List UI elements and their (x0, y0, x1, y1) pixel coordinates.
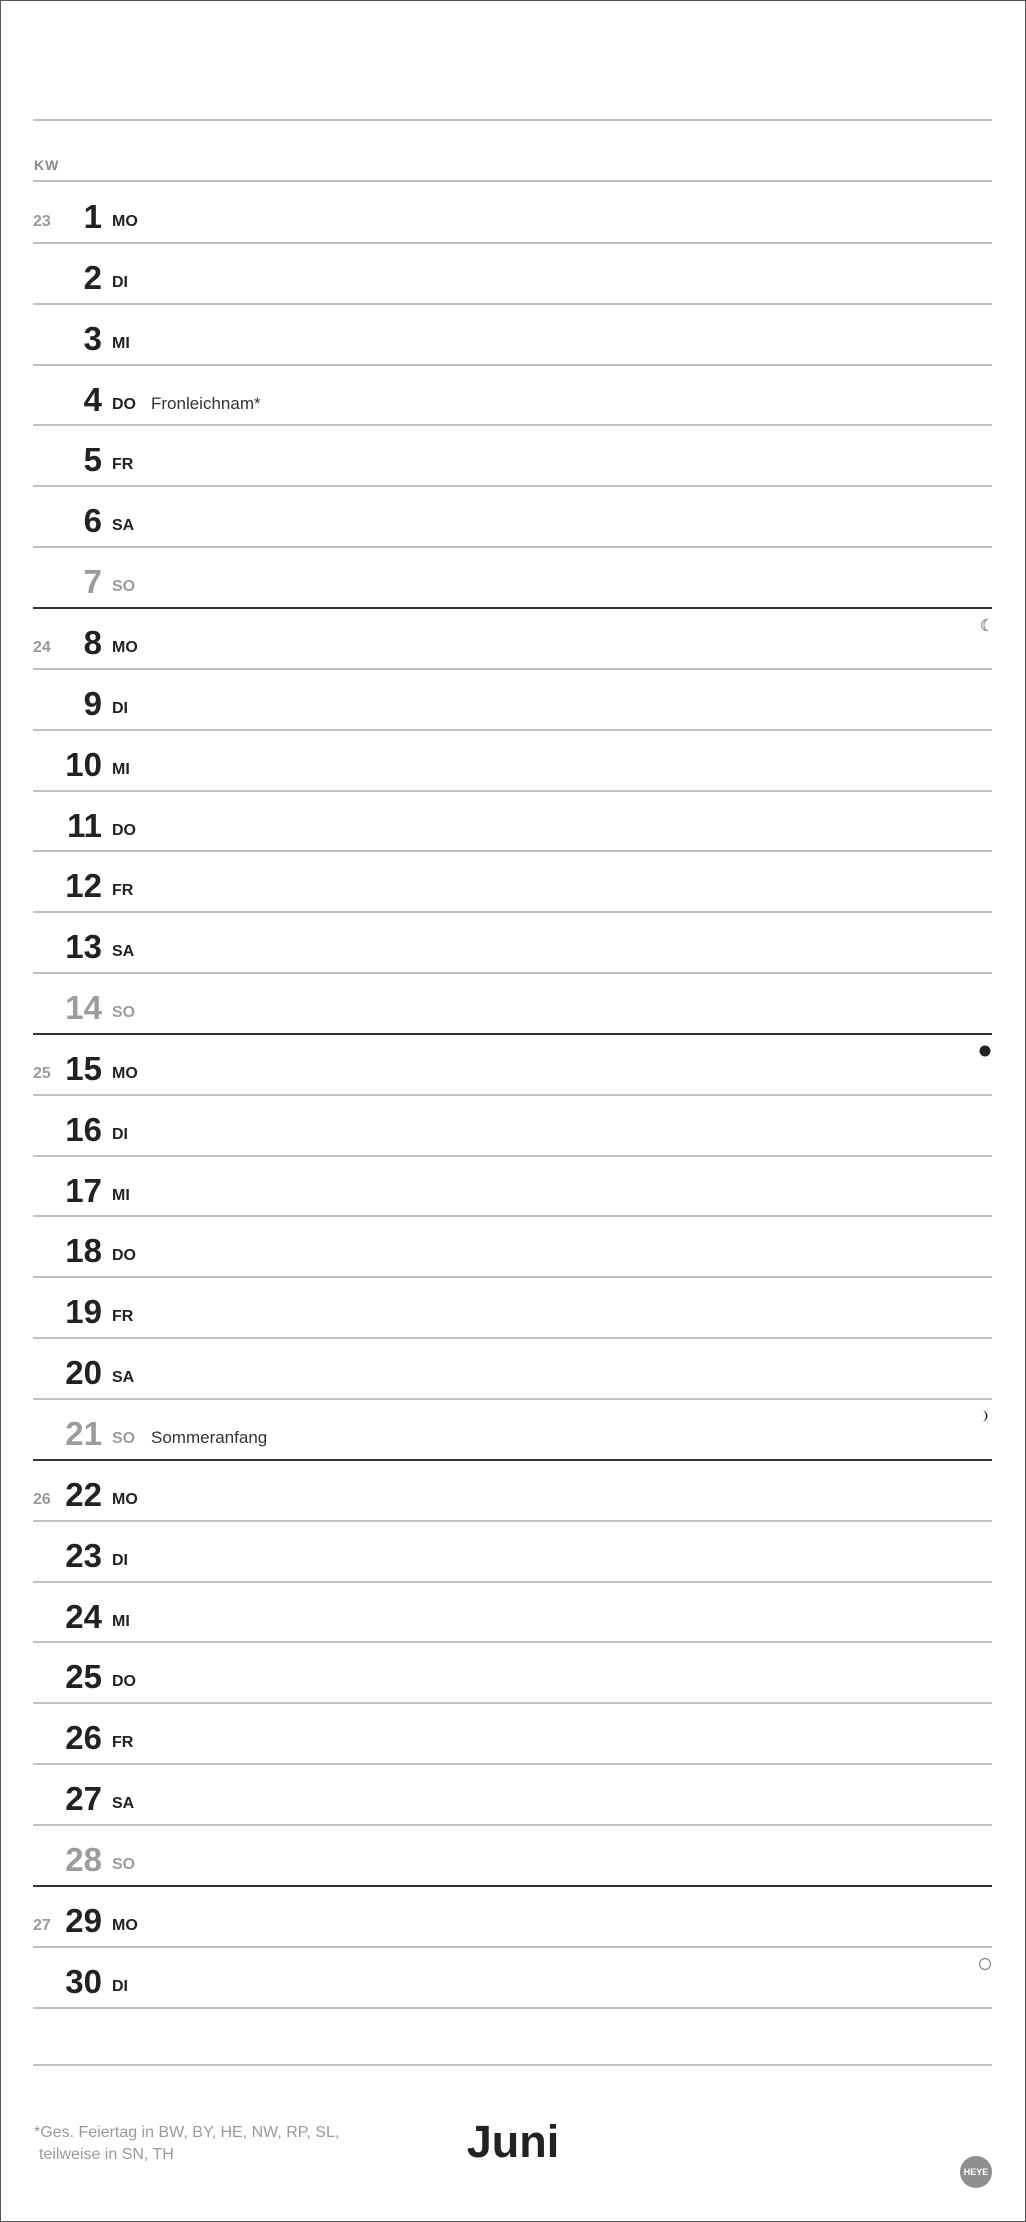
day-number: 19 (65, 1293, 102, 1331)
footnote-line-1: *Ges. Feiertag in BW, BY, HE, NW, RP, SL, (34, 2124, 340, 2141)
day-row (0, 1946, 1026, 2007)
day-divider (33, 2007, 992, 2009)
week-number: 23 (33, 213, 51, 230)
weekday-label: DO (112, 821, 136, 839)
weekday-label: MO (112, 1916, 138, 1934)
weekday-label: DO (112, 395, 136, 413)
day-number: 10 (65, 745, 102, 783)
day-row (0, 1885, 1026, 1946)
day-row (0, 1094, 1026, 1155)
full-moon-icon (978, 1957, 992, 1971)
weekday-label: MI (112, 334, 130, 352)
weekday-label: DO (112, 1673, 136, 1691)
day-number: 25 (65, 1658, 102, 1696)
day-row (0, 1398, 1026, 1459)
day-row (0, 1702, 1026, 1763)
weekday-label: SO (112, 1855, 136, 1873)
day-row (0, 972, 1026, 1033)
day-row (0, 1155, 1026, 1216)
day-note: Fronleichnam* (151, 393, 261, 413)
day-row (0, 364, 1026, 425)
day-number: 2 (83, 258, 102, 296)
weekday-label: SO (112, 578, 136, 596)
day-number: 1 (83, 198, 102, 235)
day-row (0, 607, 1026, 668)
weekday-label: FR (112, 456, 134, 474)
day-number: 9 (83, 684, 102, 722)
day-row (0, 729, 1026, 790)
week-number: 26 (33, 1490, 51, 1508)
day-row (0, 1215, 1026, 1276)
weekday-label: SA (112, 1369, 135, 1387)
day-row (0, 1641, 1026, 1702)
day-number: 29 (65, 1901, 102, 1939)
day-number: 21 (65, 1415, 102, 1452)
new-moon-icon (978, 1044, 992, 1058)
day-number: 23 (65, 1536, 102, 1574)
weekday-label: DI (112, 1125, 128, 1143)
day-number: 14 (65, 989, 102, 1027)
day-row (0, 1763, 1026, 1824)
weekday-label: FR (112, 882, 134, 900)
weekday-label: FR (112, 1308, 134, 1326)
day-row (0, 790, 1026, 851)
weekday-label: MI (112, 1612, 130, 1630)
day-number: 28 (65, 1840, 102, 1878)
weekday-label: SO (112, 1004, 136, 1022)
day-number: 16 (65, 1110, 102, 1148)
week-number: 25 (33, 1064, 51, 1082)
kw-header: KW (34, 157, 60, 173)
weekday-label: SA (112, 1795, 135, 1813)
weekday-label: SA (112, 517, 135, 535)
day-row (0, 546, 1026, 607)
day-row (0, 1033, 1026, 1094)
brand-logo: HEYE (960, 2156, 992, 2188)
day-number: 6 (83, 502, 102, 540)
top-divider (33, 119, 992, 121)
day-row (0, 424, 1026, 485)
weekday-label: MO (112, 1490, 138, 1508)
weekday-label: MI (112, 1186, 130, 1204)
day-row (0, 911, 1026, 972)
day-row (0, 1276, 1026, 1337)
day-row (0, 1337, 1026, 1398)
day-number: 15 (65, 1049, 102, 1087)
day-row (0, 181, 1026, 242)
weekday-label: SA (112, 943, 135, 961)
day-number: 11 (67, 806, 102, 844)
waning-crescent-icon (978, 618, 992, 632)
day-row (0, 850, 1026, 911)
day-number: 3 (83, 319, 102, 357)
first-quarter-icon (978, 1409, 992, 1423)
day-number: 27 (65, 1780, 102, 1818)
day-row (0, 668, 1026, 729)
day-row (0, 303, 1026, 364)
day-row (0, 1520, 1026, 1581)
day-number: 30 (65, 1962, 102, 2000)
weekday-label: DI (112, 1977, 128, 1995)
day-number: 5 (83, 441, 102, 479)
month-title: Juni (466, 2116, 560, 2167)
weekday-label: FR (112, 1734, 134, 1752)
weekday-label: DI (112, 273, 128, 291)
day-number: 17 (65, 1171, 102, 1209)
day-number: 20 (65, 1354, 102, 1392)
week-number: 27 (33, 1916, 51, 1934)
weekday-label: DI (112, 1551, 128, 1569)
day-row (0, 1459, 1026, 1520)
day-note: Sommeranfang (151, 1428, 268, 1447)
weekday-label: DI (112, 699, 128, 717)
weekday-label: MO (112, 638, 138, 656)
weekday-label: DO (112, 1247, 136, 1265)
day-number: 7 (83, 563, 102, 601)
day-row (0, 242, 1026, 303)
day-number: 24 (65, 1597, 102, 1635)
weekday-label: MO (112, 1064, 138, 1082)
day-number: 8 (83, 623, 102, 661)
footnote-line-2: teilweise in SN, TH (39, 2146, 174, 2163)
day-number: 22 (65, 1475, 102, 1513)
day-number: 13 (65, 928, 102, 966)
bottom-divider (33, 2064, 992, 2066)
day-row (0, 485, 1026, 546)
week-number: 24 (33, 638, 51, 656)
day-number: 4 (83, 380, 102, 418)
day-number: 18 (65, 1232, 102, 1270)
weekday-label: SO (112, 1430, 136, 1447)
day-row (0, 1824, 1026, 1885)
weekday-label: MO (112, 213, 138, 230)
day-number: 12 (65, 867, 102, 905)
day-number: 26 (65, 1719, 102, 1757)
weekday-label: MI (112, 760, 130, 778)
day-row (0, 1581, 1026, 1642)
